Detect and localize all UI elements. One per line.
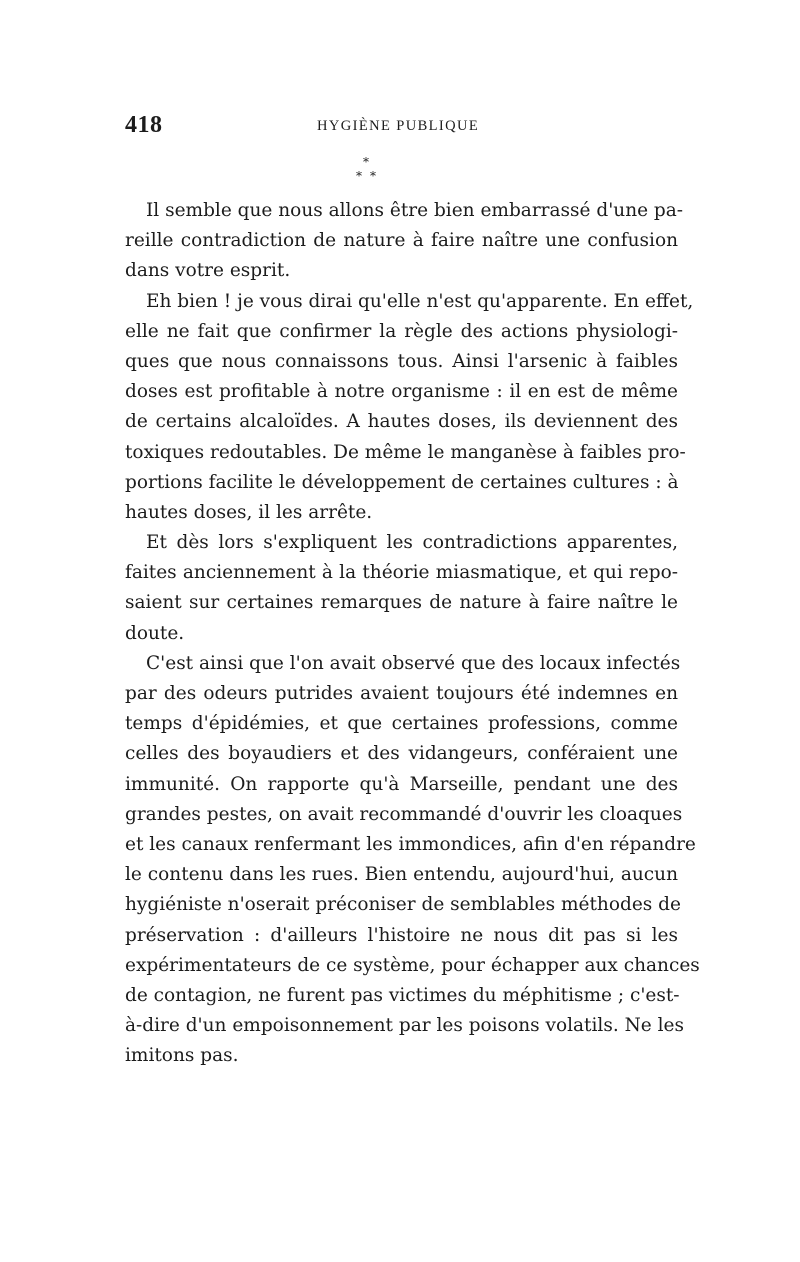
text-line: doses est profitable à notre organisme : il en est de même: [125, 381, 678, 403]
text-line: préservation : d'ailleurs l'histoire ne nous dit pas si les: [125, 924, 678, 946]
paragraph: [125, 528, 678, 649]
text-line: dans votre esprit.: [125, 260, 291, 282]
text-line: grandes pestes, on avait recommandé d'ouvrir les cloaques: [125, 803, 683, 825]
text-line: et les canaux renfermant les immondices, afin d'en répandre: [125, 833, 696, 855]
paragraph: [125, 196, 684, 287]
asterism-star-top: *: [363, 155, 369, 169]
text-line: toxiques redoutables. De même le manganèse à faibles pro-: [125, 441, 686, 463]
asterism-star-left: *: [356, 169, 362, 183]
paragraph: [125, 287, 694, 529]
text-line: le contenu dans les rues. Bien entendu, aujourd'hui, aucun: [125, 864, 678, 886]
text-line: C'est ainsi que l'on avait observé que des locaux infectés: [146, 652, 681, 674]
body-text: [125, 196, 700, 1071]
asterism-star-right: *: [370, 169, 376, 183]
text-line: saient sur certaines remarques de nature à faire naître le: [125, 592, 678, 614]
text-line: hautes doses, il les arrête.: [125, 501, 373, 523]
text-line: doute.: [125, 622, 185, 644]
asterism-separator: [350, 154, 390, 190]
text-line: Et dès lors s'expliquent les contradictions apparentes,: [146, 532, 678, 554]
text-line: elle ne fait que confirmer la règle des actions physiologi-: [125, 320, 678, 342]
text-line: Eh bien ! je vous dirai qu'elle n'est qu'apparente. En effet,: [146, 290, 694, 312]
text-line: à-dire d'un empoisonnement par les poisons volatils. Ne les: [125, 1015, 684, 1037]
text-line: faites anciennement à la théorie miasmatique, et qui repo-: [125, 562, 678, 584]
text-line: par des odeurs putrides avaient toujours été indemnes en: [125, 683, 678, 704]
text-line: expérimentateurs de ce système, pour échapper aux chances: [125, 954, 700, 976]
text-line: reille contradiction de nature à faire naître une confusion: [125, 230, 678, 252]
page-header: [125, 112, 678, 142]
text-line: hygiéniste n'oserait préconiser de semblables méthodes de: [125, 894, 681, 916]
text-line: imitons pas.: [125, 1045, 239, 1067]
text-line: immunité. On rapporte qu'à Marseille, pendant une des: [125, 773, 678, 795]
page-number: 418: [125, 112, 163, 138]
paragraph: [125, 649, 700, 1072]
text-line: celles des boyaudiers et des vidangeurs, conféraient une: [125, 743, 678, 765]
text-line: portions facilite le développement de certaines cultures : à: [125, 471, 679, 493]
running-head: HYGIÈNE PUBLIQUE: [317, 118, 480, 134]
text-line: de contagion, ne furent pas victimes du méphitisme ; c'est-: [125, 984, 680, 1006]
text-line: temps d'épidémies, et que certaines professions, comme: [125, 713, 678, 735]
text-line: ques que nous connaissons tous. Ainsi l'arsenic à faibles: [125, 350, 678, 372]
text-line: Il semble que nous allons être bien embarrassé d'une pa-: [146, 200, 684, 221]
text-line: de certains alcaloïdes. A hautes doses, ils deviennent des: [125, 411, 678, 433]
